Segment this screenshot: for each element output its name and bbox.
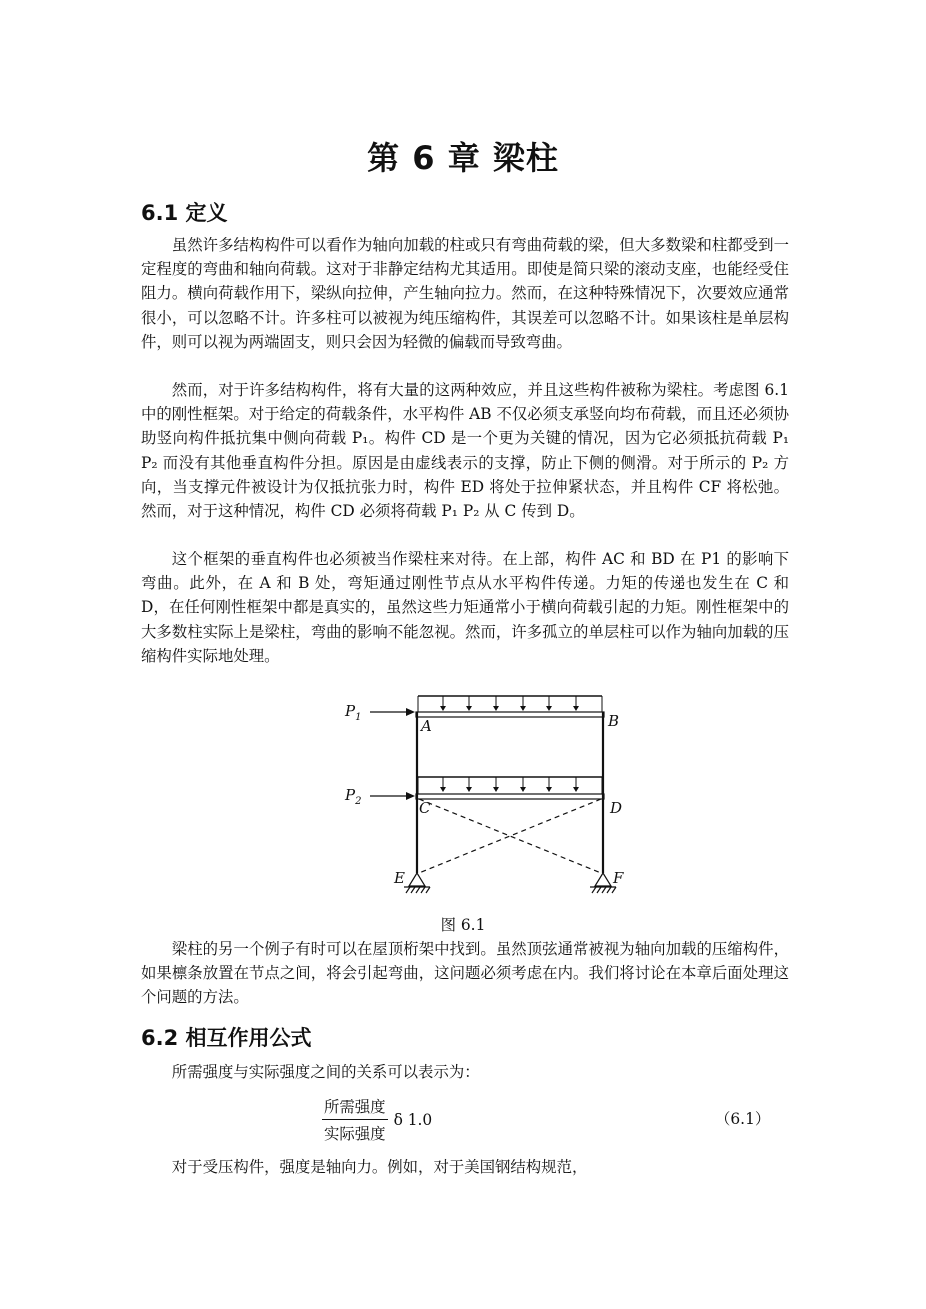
equation-6-1 (322, 1095, 432, 1144)
chapter-title: 第 6 章 梁柱 (367, 139, 559, 177)
lower-load-arrows (440, 777, 579, 792)
label-a: A (421, 717, 432, 735)
paragraph-definition-3: 这个框架的垂直构件也必须被当作梁柱来对待。在上部，构件 AC 和 BD 在 P1 的影响下弯曲。此外，在 A 和 B 处，弯矩通过刚性节点从水平构件传递。力矩的传递也发生在 C 和 D，在任何刚性框架中都是真实的，虽然这些力矩通常小于横向荷载引起的力矩。刚性框架中的大多数柱实际上是梁柱，弯曲的影响不能忽视。然而，许多孤立的单层柱可以作为轴向加载的压缩构件实际地处理。 (141, 550, 789, 665)
beam-ab (416, 712, 604, 717)
arrowhead-p1 (406, 708, 415, 716)
arrowhead-p2 (406, 792, 415, 800)
label-p1: $P_1$ (345, 702, 362, 723)
rigid-frame-figure (330, 690, 630, 905)
section-heading-6-2: 6.2 相互作用公式 (141, 1026, 312, 1050)
top-distributed-load (418, 696, 602, 712)
paragraph-definition-2: 然而，对于许多结构构件，将有大量的这两种效应，并且这些构件被称为梁柱。考虑图 6.1 中的刚性框架。对于给定的荷载条件，水平构件 AB 不仅必须支承竖向均布荷载，而且还必须协助竖向构件抵抗集中侧向荷载 P₁。构件 CD 是一个更为关键的情况，因为它必须抵抗荷载 P₁ P₂ 而没有其他垂直构件分担。原因是由虚线表示的支撑，防止下侧的侧滑。对于所示的 P₂ 方向，当支撑元件被设计为仅抵抗张力时，构件 ED 将处于拉伸紧状态，并且构件 CF 将松弛。然而，对于这种情况，构件 CD 必须将荷载 P₁ P₂ 从 C 传到 D。 (141, 381, 789, 521)
equation-fraction (322, 1095, 388, 1144)
label-d: D (610, 799, 623, 817)
label-f: F (613, 869, 624, 887)
equation-numerator: 所需强度 (322, 1095, 388, 1120)
beam-cd (416, 794, 604, 799)
support-e (404, 873, 430, 893)
label-e: E (394, 869, 405, 887)
equation-number: （6.1） (715, 1110, 771, 1128)
section-heading-6-1: 6.1 定义 (141, 201, 228, 225)
lower-distributed-load (418, 777, 602, 794)
label-p2: $P_2$ (345, 786, 362, 807)
label-c: C (419, 799, 431, 817)
equation-denominator: 实际强度 (324, 1125, 386, 1143)
paragraph-interaction-2: 对于受压构件，强度是轴向力。例如，对于美国钢结构规范， (171, 1158, 588, 1176)
paragraph-interaction-1: 所需强度与实际强度之间的关系可以表示为： (171, 1063, 480, 1081)
paragraph-definition-1: 虽然许多结构构件可以看作为轴向加载的柱或只有弯曲荷载的梁，但大多数梁和柱都受到一定程度的弯曲和轴向荷载。这对于非静定结构尤其适用。即使是简只梁的滚动支座，也能经受住阻力。横向荷载作用下，梁纵向拉伸，产生轴向拉力。然而，在这种特殊情况下，次要效应通常很小，可以忽略不计。许多柱可以被视为纯压缩构件，其误差可以忽略不计。如果该柱是单层构件，则可以视为两端固支，则只会因为轻微的偏载而导致弯曲。 (141, 236, 789, 351)
paragraph-definition-4: 梁柱的另一个例子有时可以在屋顶桁架中找到。虽然顶弦通常被视为轴向加载的压缩构件，如果檩条放置在节点之间，将会引起弯曲，这问题必须考虑在内。我们将讨论在本章后面处理这个问题的方法。 (141, 940, 789, 1007)
figure-caption: 图 6.1 (440, 916, 486, 934)
label-b: B (608, 712, 620, 730)
equation-relation: δ 1.0 (393, 1110, 433, 1129)
top-load-arrows (440, 696, 579, 711)
